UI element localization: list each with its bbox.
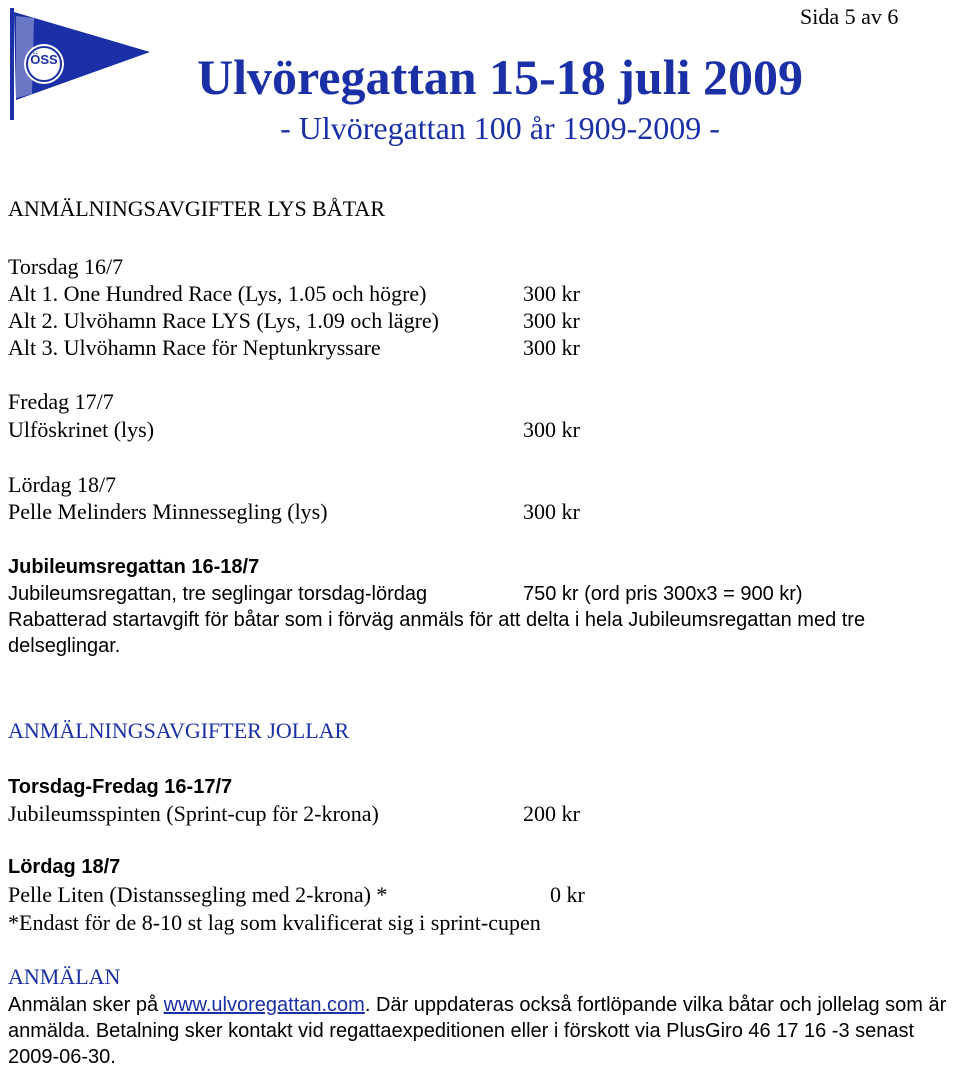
saturday-heading: Lördag 18/7 [8,472,117,497]
page-title: Ulvöregattan 15-18 juli 2009 [197,49,803,105]
anmalan-text-before: Anmälan sker på [8,994,164,1016]
jollar-day1: Torsdag-Fredag 16-17/7 [8,776,233,798]
jollar-footnote: *Endast för de 8-10 st lag som kvalificerat sig i sprint-cupen [8,910,541,935]
lys-price-alt1: 300 kr [523,281,580,306]
jubileum-note: Rabatterad startavgift för båtar som i förväg anmäls för att delta i hela Jubileumsregattan med tre delseglingar. [8,609,866,657]
page-number: Sida 5 av 6 [800,4,899,29]
thursday-heading: Torsdag 16/7 [8,254,124,279]
anmalan-text [8,992,958,1070]
jubileum-price: 750 kr (ord pris 300x3 = 900 kr) [523,583,803,605]
website-link[interactable]: www.ulvoregattan.com [163,994,365,1016]
saturday-price: 300 kr [523,499,580,524]
lys-price-alt2: 300 kr [523,308,580,333]
jubileum-item: Jubileumsregattan, tre seglingar torsdag-lördag [8,583,428,605]
lys-item-alt2: Alt 2. Ulvöhamn Race LYS (Lys, 1.09 och lägre) [8,308,439,333]
anmalan-text-after: . Där uppdateras också fortlöpande vilka båtar och jollelag som är anmälda. Betalning sker kontakt vid regattaexpeditionen eller i förskott via PlusGiro 46 17 16 -3 senast 2009-06-30. [8,994,947,1068]
anmalan-heading: ANMÄLAN [8,964,121,989]
jollar-item1: Jubileumsspinten (Sprint-cup för 2-krona) [8,801,379,826]
lys-item-alt3: Alt 3. Ulvöhamn Race för Neptunkryssare [8,335,381,360]
jollar-day2: Lördag 18/7 [8,856,121,878]
logo-lettering: ÖSS [30,52,58,67]
jollar-price2: 0 kr [550,882,585,907]
lys-item-alt1: Alt 1. One Hundred Race (Lys, 1.05 och högre) [8,281,427,306]
friday-item: Ulföskrinet (lys) [8,417,155,442]
friday-price: 300 kr [523,417,580,442]
jollar-item2: Pelle Liten (Distanssegling med 2-krona) * [8,882,388,907]
saturday-item: Pelle Melinders Minnessegling (lys) [8,499,328,524]
jubileum-heading: Jubileumsregattan 16-18/7 [8,556,260,578]
page-subtitle: - Ulvöregattan 100 år 1909-2009 - [280,110,720,146]
lys-price-alt3: 300 kr [523,335,580,360]
jollar-heading: ANMÄLNINGSAVGIFTER JOLLAR [8,718,350,743]
jollar-price1: 200 kr [523,801,580,826]
lys-heading: ANMÄLNINGSAVGIFTER LYS BÅTAR [8,196,385,221]
friday-heading: Fredag 17/7 [8,389,114,414]
